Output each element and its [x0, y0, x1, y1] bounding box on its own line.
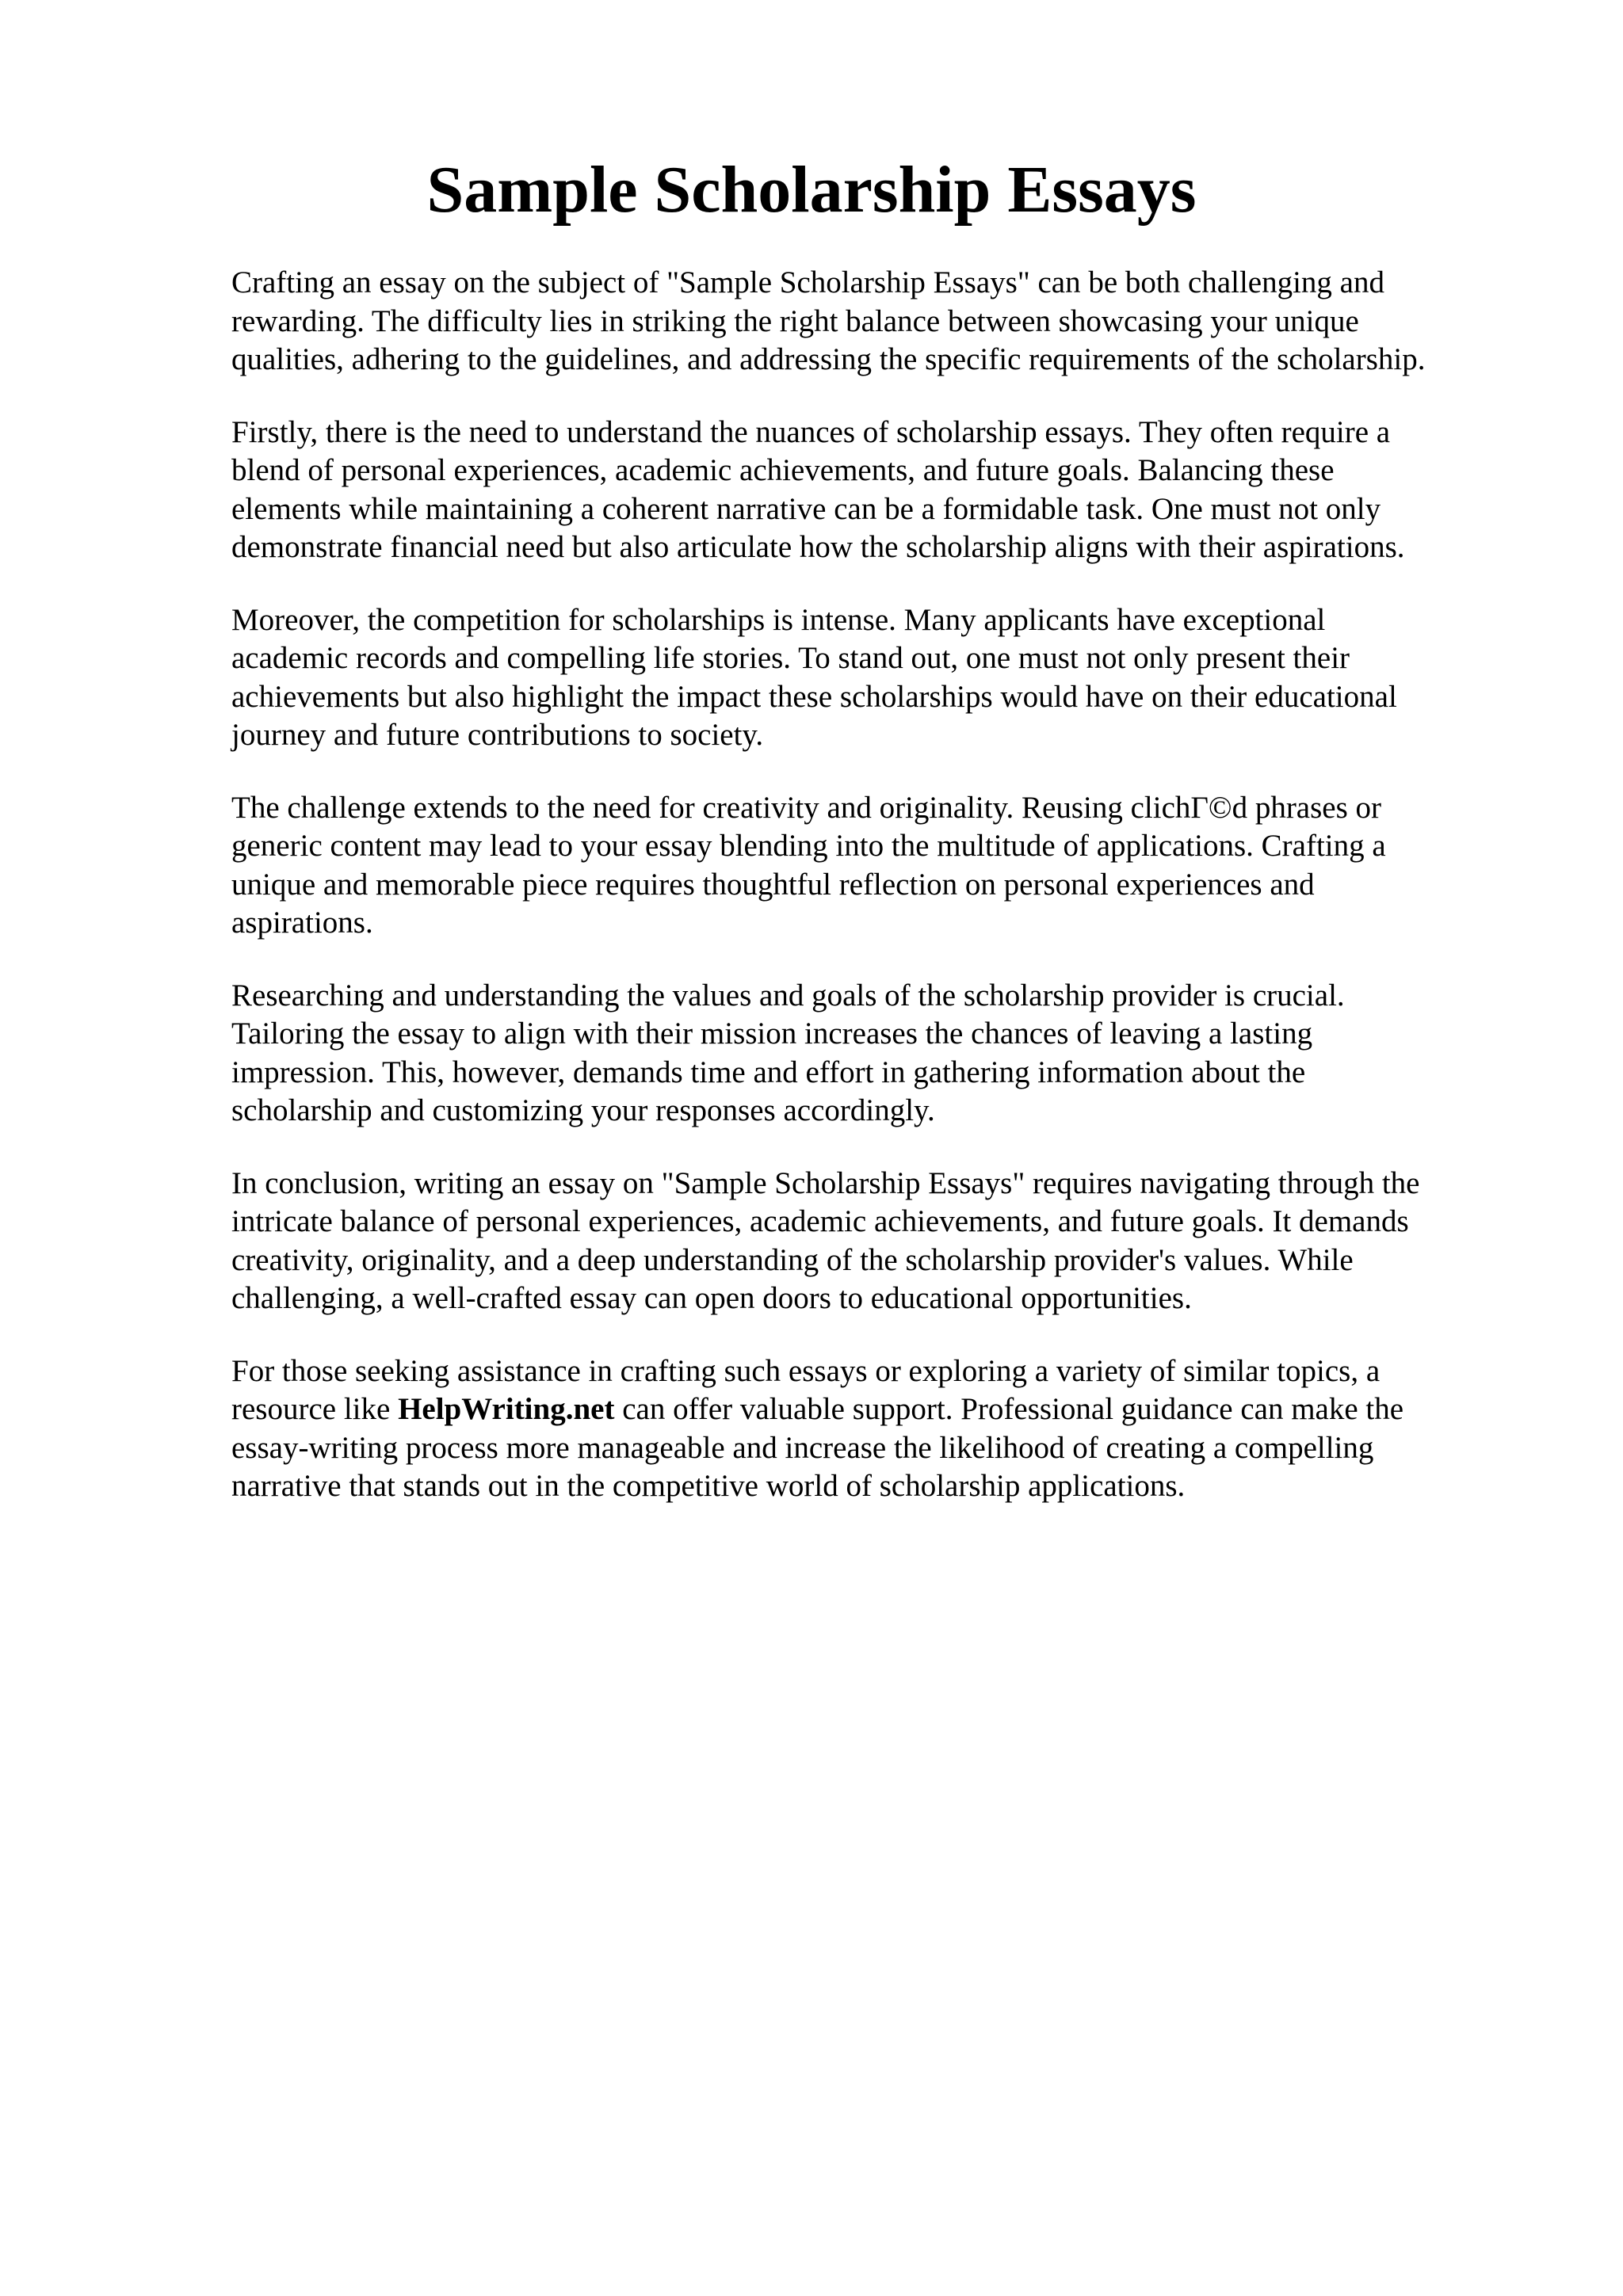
- paragraph-7: [231, 1352, 1515, 1506]
- paragraph-4: [231, 789, 1515, 943]
- paragraph-line: unique and memorable piece requires thoughtful reflection on personal experiences and: [231, 867, 1315, 902]
- paragraph-line: Moreover, the competition for scholarships is intense. Many applicants have exceptional: [231, 602, 1326, 637]
- paragraph-line: aspirations.: [231, 906, 373, 940]
- link-intro-text: resource like: [231, 1392, 399, 1426]
- paragraph-line: For those seeking assistance in crafting such essays or exploring a variety of similar topics, a: [231, 1353, 1381, 1388]
- paragraph-line: Researching and understanding the values and goals of the scholarship provider is crucial.: [231, 978, 1345, 1013]
- paragraph-line: generic content may lead to your essay blending into the multitude of applications. Crafting a: [231, 829, 1386, 863]
- paragraph-line: challenging, a well-crafted essay can open doors to educational opportunities.: [231, 1281, 1192, 1315]
- paragraph-line: journey and future contributions to society.: [231, 718, 764, 752]
- paragraph-line: elements while maintaining a coherent narrative can be a formidable task. One must not only: [231, 491, 1381, 526]
- paragraph-line: creativity, originality, and a deep understanding of the scholarship provider's values. While: [231, 1242, 1354, 1277]
- paragraph-line: Firstly, there is the need to understand the nuances of scholarship essays. They often require a: [231, 414, 1391, 449]
- paragraph-line: impression. This, however, demands time and effort in gathering information about the: [231, 1055, 1306, 1089]
- paragraph-line-with-link: [231, 1390, 1515, 1429]
- paragraph-line: rewarding. The difficulty lies in striking the right balance between showcasing your unique: [231, 303, 1359, 338]
- paragraph-line: In conclusion, writing an essay on "Sample Scholarship Essays" requires navigating through the: [231, 1165, 1420, 1200]
- paragraph-line: Crafting an essay on the subject of "Sample Scholarship Essays" can be both challenging and: [231, 265, 1384, 299]
- paragraph-line: blend of personal experiences, academic achievements, and future goals. Balancing these: [231, 453, 1335, 487]
- paragraph-line: The challenge extends to the need for creativity and originality. Reusing clichГ©d phrases or: [231, 790, 1382, 825]
- paragraph-3: [231, 601, 1515, 755]
- link-outro-text: can offer valuable support. Professional guidance can make the: [614, 1392, 1404, 1426]
- paragraph-line: scholarship and customizing your responses accordingly.: [231, 1093, 935, 1127]
- paragraph-line: demonstrate financial need but also articulate how the scholarship aligns with their aspirations.: [231, 530, 1405, 564]
- paragraph-line: Tailoring the essay to align with their mission increases the chances of leaving a lasting: [231, 1016, 1313, 1051]
- paragraph-line: essay-writing process more manageable and increase the likelihood of creating a compelling: [231, 1430, 1374, 1465]
- paragraph-line: qualities, adhering to the guidelines, and addressing the specific requirements of the scholarship.: [231, 342, 1426, 376]
- paragraph-5: [231, 977, 1515, 1131]
- paragraph-1: [231, 264, 1515, 379]
- paragraph-line: academic records and compelling life stories. To stand out, one must not only present their: [231, 641, 1350, 675]
- paragraph-line: intricate balance of personal experiences, academic achievements, and future goals. It demands: [231, 1204, 1409, 1238]
- paragraph-2: [231, 414, 1515, 567]
- document-title: Sample Scholarship Essays: [426, 153, 1197, 227]
- paragraph-6: [231, 1165, 1515, 1318]
- paragraph-line: narrative that stands out in the competitive world of scholarship applications.: [231, 1469, 1186, 1503]
- helpwriting-link[interactable]: HelpWriting.net: [398, 1392, 615, 1426]
- document-body: [231, 264, 1515, 1540]
- paragraph-line: achievements but also highlight the impact these scholarships would have on their educational: [231, 679, 1397, 714]
